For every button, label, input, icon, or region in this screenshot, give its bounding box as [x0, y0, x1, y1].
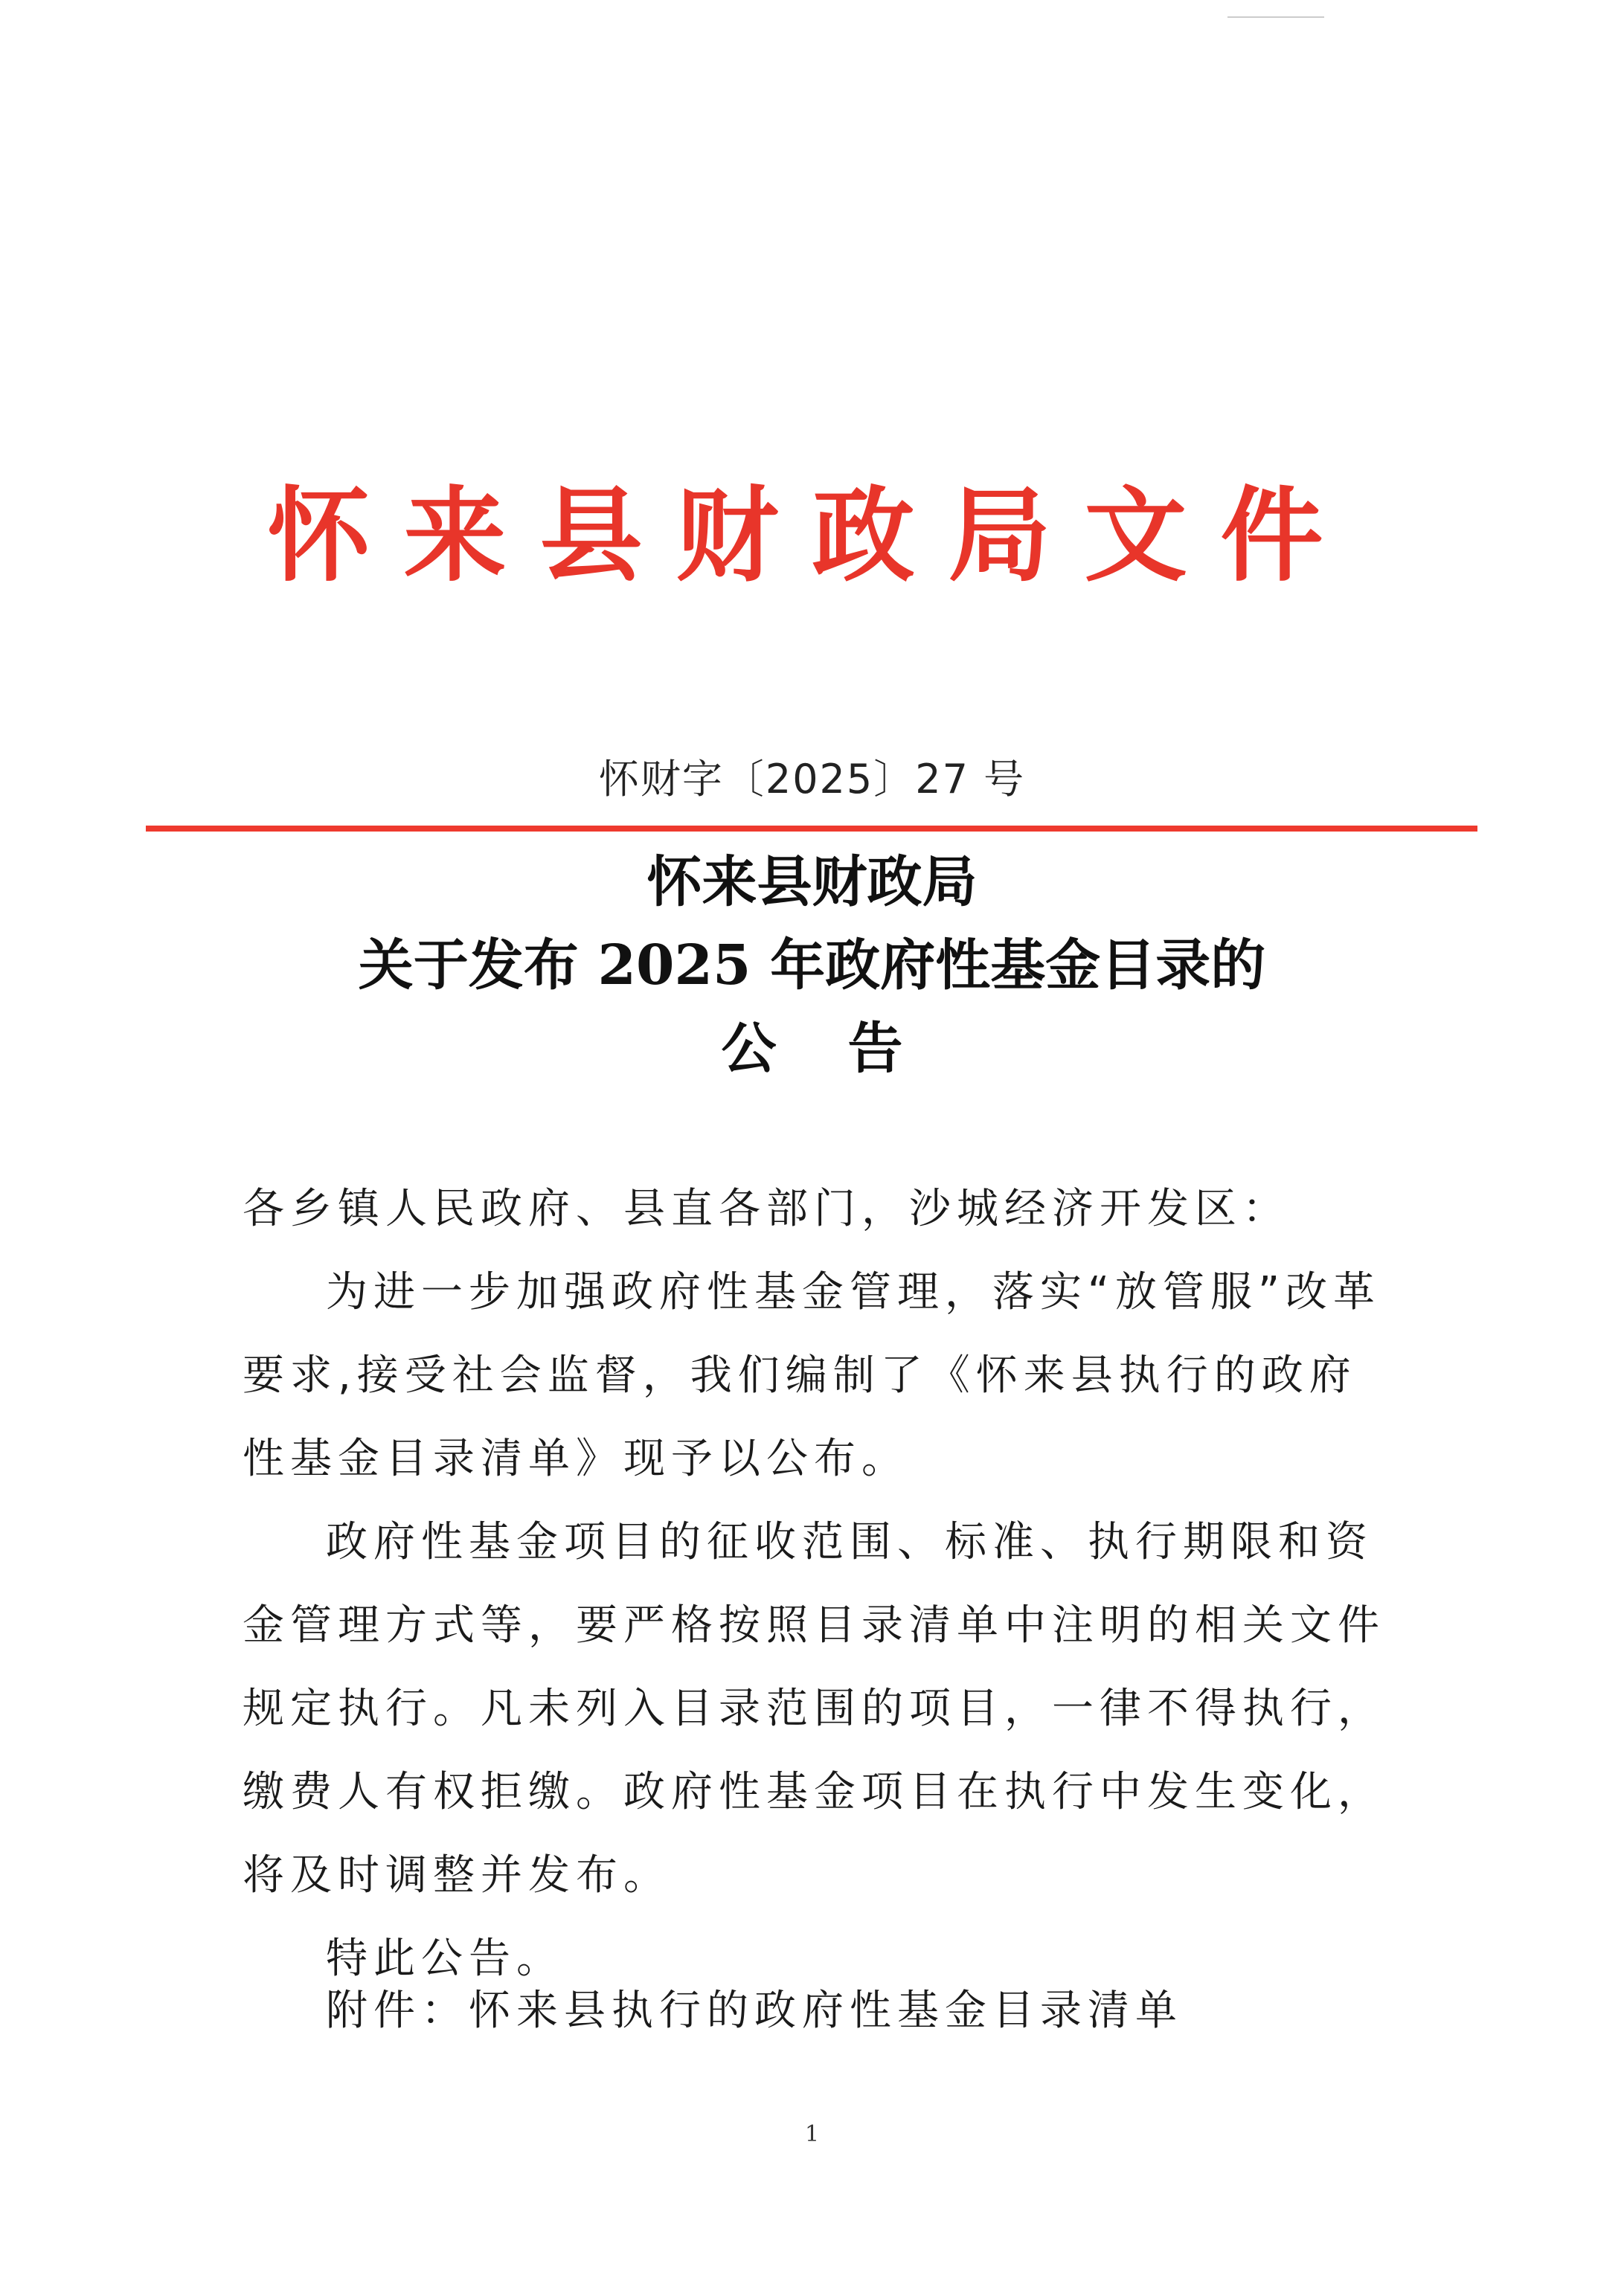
paragraph-requirements: 政府性基金项目的征收范围、标准、执行期限和资金管理方式等，要严格按照目录清单中注明的相关文件规定执行。凡未列入目录范围的项目，一律不得执行，缴费人有权拒缴。政府性基金项目在执行中发生变化，将及时调整并发布。 [243, 1518, 1385, 1900]
issuer-banner: 怀来县财政局文件 [267, 475, 1357, 596]
scan-mark [1227, 16, 1324, 18]
title-line-type: 公告 [721, 1017, 975, 1081]
red-divider-rule [146, 826, 1477, 832]
document-title [0, 840, 1624, 1090]
paragraph-purpose: 为进一步加强政府性基金管理，落实“放管服”改革要求,接受社会监督，我们编制了《怀来县执行的政府性基金目录清单》现予以公布。 [243, 1268, 1381, 1483]
page-number: 1 [804, 2121, 820, 2147]
title-line-issuer: 怀来县财政局 [646, 850, 978, 914]
attachment-line: 附件：怀来县执行的政府性基金目录清单 [326, 1987, 1183, 2035]
document-number: 怀财字〔2025〕27 号 [598, 756, 1026, 803]
title-line-subject: 关于发布 2025 年政府性基金目录的 [358, 933, 1266, 997]
paragraph-closing: 特此公告。 [326, 1935, 564, 1983]
body-paragraphs [243, 1251, 1403, 2001]
salutation: 各乡镇人民政府、县直各部门，沙城经济开发区： [243, 1185, 1290, 1233]
